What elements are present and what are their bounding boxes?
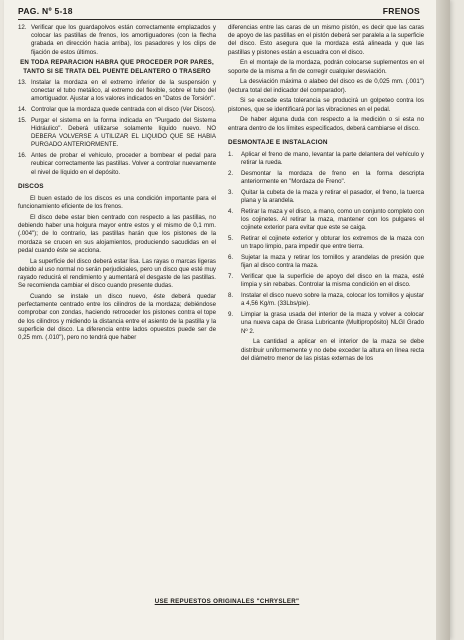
right-column [228, 24, 424, 366]
step-14: 14. Controlar que la mordaza quede centrada con el disco (Ver Discos). [18, 106, 216, 114]
grease-note: La cantidad a aplicar en el interior de la maza se debe distribuir uniformemente y no debe exceder la altura en línea recta del diámetro menor de las pistas externas de los [241, 338, 424, 362]
right-paragraph-2: En el montaje de la mordaza, podrán colocarse suplementos en el soporte de la misma a fin de corregir cualquier desviación. [228, 59, 424, 75]
removal-step: 9. Limpiar la grasa usada del interior de la maza y volver a colocar una nueva capa de Grasa Lubricante (Multipropósito) NLGI Grado Nº 2. [228, 311, 424, 335]
discos-paragraph-2: El disco debe estar bien centrado con respecto a las pastillas, no debiendo haber una holgura mayor entre estos y el mismo de 0,1 mm. (.004"); de lo contrario, las pastillas harán que los pistones de la mordaza se crucen en sus alojamientos, produciendo sacudidas en el pedal cuando éste se acciona. [18, 214, 216, 254]
desmontaje-heading: DESMONTAJE E INSTALACION [228, 138, 328, 146]
page-number: PAG. Nº 5-18 [18, 6, 73, 16]
right-paragraph-5: De haber alguna duda con respecto a la medición o si esta no entrara dentro de los límites especificados, deberá cambiarse el disco. [228, 116, 424, 132]
removal-step: 3. Quitar la cubeta de la maza y retirar el pasador, el freno, la tuerca plana y la arandela. [228, 189, 424, 205]
removal-step: 4. Retirar la maza y el disco, a mano, como un conjunto completo con los cojinetes. Al retirar la maza, mantener con los pulgares el cojinete exterior para evitar que este se caiga. [228, 208, 424, 232]
removal-step: 6. Sujetar la maza y retirar los tornillos y arandelas de presión que fijan al disco contra la maza. [228, 254, 424, 270]
step-13: 13. Instalar la mordaza en el extremo inferior de la suspensión y conectar el tubo metálico, al extremo del flexible, sobre el tubo del amortiguador. Ajustar a los valores indicados en "Datos de Torsión". [18, 78, 216, 103]
removal-step: 1. Aplicar el freno de mano, levantar la parte delantera del vehículo y retirar la rueda. [228, 151, 424, 167]
page-header [18, 6, 420, 20]
manual-page [4, 0, 450, 640]
footer-note: USE REPUESTOS ORIGINALES "CHRYSLER" [154, 598, 300, 605]
discos-paragraph-1: El buen estado de los discos es una condición importante para el funcionamiento eficiente de los frenos. [18, 195, 216, 211]
removal-step: 7. Verificar que la superficie de apoyo del disco en la maza, esté limpia y sin rebabas. Controlar la misma condición en el disco. [228, 273, 424, 289]
removal-step: 5. Retirar el cojinete exterior y obturar los extremos de la maza con un trapo limpio, para impedir que entre tierra. [228, 235, 424, 251]
removal-step: 8. Instalar el disco nuevo sobre la maza, colocar los tornillos y ajustar a 4,56 Kg/m. (33Lbs/pie). [228, 292, 424, 308]
right-paragraph-3: La desviación máxima o alabeo del disco es de 0,025 mm. (.001") (lectura total del indicador del comparador). [228, 78, 424, 94]
warning-pairs: EN TODA REPARACION HABRA QUE PROCEDER POR PARES, TANTO SI SE TRATA DEL PUENTE DELANTERO O TRASERO [20, 59, 214, 75]
discos-paragraph-4: Cuando se instale un disco nuevo, éste deberá quedar perfectamente centrado entre los cilindros de la mordaza; debiéndose comprobar con zondas, haciendo retroceder los pistones contra el tope de los cilindros y midiendo la distancia entre el asiento de la pastilla y la superficie del disco. La diferencia entre lados opuestos puede ser de 0,25 mm. (.010"), pero no tendrá que haber [18, 293, 216, 342]
right-paragraph-1: diferencias entre las caras de un mismo pistón, es decir que las caras de apoyo de las pastillas en el pistón deberá ser paralela a la superficie del disco. Esto asegura que la mordaza está alineada y que las pastillas y pistones están a escuadra con el disco. [228, 24, 424, 56]
left-column [18, 24, 216, 345]
right-paragraph-4: Si se excede esta tolerancia se producirá un golpeteo contra los pistones, que se identificará por las vibraciones en el pedal. [228, 97, 424, 113]
step-12: 12. Verificar que los guardapolvos están correctamente emplazados y colocar las pastillas de frenos, los amortiguadores (con la flecha grabada en dirección hacia arriba), los pasadores y los clips de fijación de estos últimos. [18, 24, 216, 56]
step-15: 15. Purgar el sistema en la forma indicada en "Purgado del Sistema Hidráulico". Deberá utilizarse solamente líquido nuevo. NO DEBERA VOLVERSE A UTILIZAR EL LIQUIDO QUE SE HABIA PURGADO ANTERIORMENTE. [18, 116, 216, 149]
step-16: 16. Antes de probar el vehículo, proceder a bombear el pedal para reubicar correctamente las pastillas. Volver a controlar nuevamente el nivel de líquido en el depósito. [18, 152, 216, 176]
discos-heading: DISCOS [18, 182, 44, 190]
section-title: FRENOS [382, 6, 420, 16]
removal-step: 2. Desmontar la mordaza de freno en la forma descripta anteriormente en "Mordaza de Freno". [228, 170, 424, 186]
page-edge [436, 0, 450, 640]
discos-paragraph-3: La superficie del disco deberá estar lisa. Las rayas o marcas ligeras debido al uso normal no serán perjudiciales, pero un disco que esté muy rayado reducirá el rendimiento y aumentará el desgaste de las pastillas. Se recomienda cambiar el disco cuando presente dudas. [18, 257, 216, 290]
header-rule [18, 19, 420, 20]
